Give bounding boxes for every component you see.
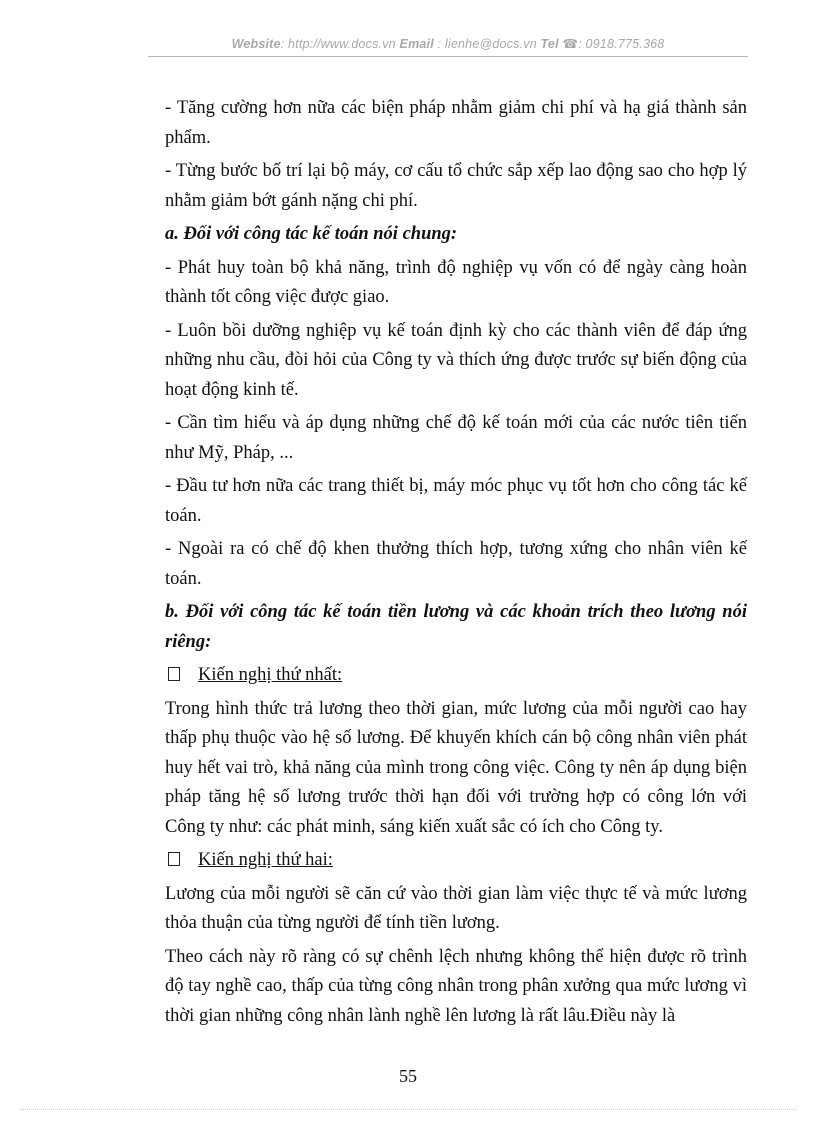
email-label: Email <box>399 37 434 51</box>
paragraph-new-regimes: - Cần tìm hiểu và áp dụng những chế độ kế toán mới của các nước tiên tiến như Mỹ, Pháp, ... <box>165 413 747 463</box>
paragraph-rewards: - Ngoài ra có chế độ khen thưởng thích hợp, tương xứng cho nhân viên kế toán. <box>165 539 747 589</box>
heading-salary-accounting: b. Đối với công tác kế toán tiền lương và các khoản trích theo lương nói riêng: <box>165 602 747 652</box>
page-number: 55 <box>399 1066 417 1086</box>
paragraph-salary-coefficient: Trong hình thức trả lương theo thời gian, mức lương của mỗi người cao hay thấp phụ thuộc vào hệ số lương. Để khuyến khích cán bộ công nhân viên phát huy hết vai trò, khả năng của mình trong công việc. Công ty nên áp dụng biện pháp tăng hệ số lương trước thời hạn đối với trường hợp có công lớn với Công ty như: các phát minh, sáng kiến xuất sắc có ích cho Công ty. <box>165 698 747 837</box>
paragraph-training: - Luôn bồi dưỡng nghiệp vụ kế toán định kỳ cho các thành viên để đáp ứng những nhu cầu, đòi hỏi của Công ty và thích ứng được trước sự biến động của hoạt động kinh tế. <box>165 320 747 400</box>
proposal-first <box>165 661 747 691</box>
paragraph-equipment: - Đầu tư hơn nữa các trang thiết bị, máy móc phục vụ tốt hơn cho công tác kế toán. <box>165 476 747 526</box>
paragraph-difference: Theo cách này rõ ràng có sự chênh lệch nhưng không thể hiện được rõ trình độ tay nghề cao, thấp của từng công nhân trong phân xưởng qua mức lương vì thời gian những công nhân lành nghề lên lương là rất lâu.Điều này là <box>165 946 747 1026</box>
tel-value: ☎: 0918.775.368 <box>562 37 665 51</box>
header-divider <box>148 56 748 57</box>
website-value: : http://www.docs.vn <box>280 37 396 51</box>
paragraph-capability: - Phát huy toàn bộ khả năng, trình độ nghiệp vụ vốn có để ngày càng hoàn thành tốt công việc được giao. <box>165 257 747 307</box>
proposal-second-label: Kiến nghị thứ hai: <box>198 850 333 870</box>
email-value: : lienhe@docs.vn <box>437 37 537 51</box>
proposal-second <box>165 846 747 876</box>
page-header <box>148 36 748 51</box>
bottom-divider <box>20 1109 796 1110</box>
heading-general-accounting: a. Đối với công tác kế toán nói chung: <box>165 224 458 244</box>
website-label: Website <box>231 37 281 51</box>
document-body <box>165 94 747 1035</box>
paragraph-cost-reduction: - Tăng cường hơn nữa các biện pháp nhằm giảm chi phí và hạ giá thành sản phẩm. <box>165 98 747 148</box>
paragraph-actual-time: Lương của mỗi người sẽ căn cứ vào thời gian làm việc thực tế và mức lương thỏa thuận của từng người để tính tiền lương. <box>165 883 747 933</box>
paragraph-restructure: - Từng bước bố trí lại bộ máy, cơ cấu tổ chức sắp xếp lao động sao cho hợp lý nhằm giảm bớt gánh nặng chi phí. <box>165 161 747 211</box>
checkbox-icon <box>168 852 180 866</box>
checkbox-icon <box>168 667 180 681</box>
tel-label: Tel <box>540 37 559 51</box>
proposal-first-label: Kiến nghị thứ nhất: <box>198 665 343 685</box>
